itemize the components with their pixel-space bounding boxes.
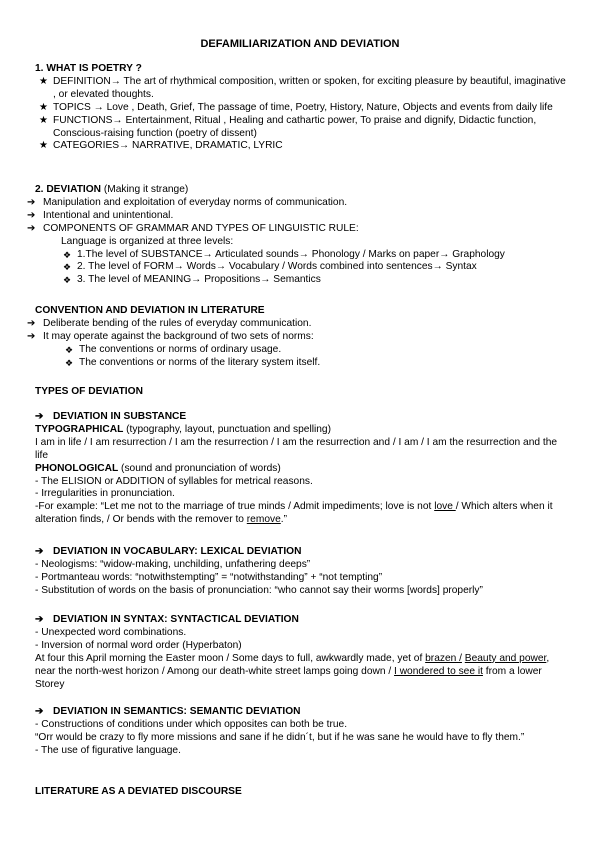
arrow-icon: ➔ <box>27 222 36 234</box>
section-heading: CONVENTION AND DEVIATION IN LITERATURE <box>35 305 265 316</box>
section-deviation <box>27 184 570 287</box>
section-substance <box>35 411 570 527</box>
text-line: - The ELISION or ADDITION of syllables for metrical reasons. <box>35 475 313 487</box>
arrow-icon: ➔ <box>35 706 44 717</box>
arrow-icon: ➔ <box>27 330 36 342</box>
text-line: - Portmanteau words: “notwithstempting” = “notwithstanding” + “not tempting” <box>35 571 383 583</box>
section-what-is-poetry <box>35 63 570 153</box>
list-item: ➔ COMPONENTS OF GRAMMAR AND TYPES OF LINGUISTIC RULE: <box>27 222 359 234</box>
text-line: - Irregularities in pronunciation. <box>35 488 175 500</box>
example-paragraph: At four this April morning the Easter moon / Some days to full, awkwardly made, yet of brazen / Beauty and power, near the north-west horizon / Among our death-white street lamps going down / I wondered to see it from a lower Storey <box>35 652 550 690</box>
list-item: ➔ It may operate against the background of two sets of norms: <box>27 330 314 342</box>
diamond-bullet-icon: ❖ <box>63 275 72 286</box>
diamond-bullet-icon: ❖ <box>65 344 74 355</box>
text-line: - Unexpected word combinations. <box>35 626 187 638</box>
section-heading: ➔ DEVIATION IN SYNTAX: SYNTACTICAL DEVIATION <box>35 614 299 625</box>
types-heading: TYPES OF DEVIATION <box>35 386 143 397</box>
list-item: ★ TOPICS → Love , Death, Grief, The passage of time, Poetry, History, Nature, Objects and events from daily life <box>39 101 553 113</box>
section-heading: ➔ DEVIATION IN SUBSTANCE <box>35 411 187 422</box>
star-icon: ★ <box>39 140 48 152</box>
section-heading: 1. WHAT IS POETRY ? <box>35 63 142 74</box>
phonological-line: PHONOLOGICAL (sound and pronunciation of words) <box>35 462 281 474</box>
example-paragraph: -For example: “Let me not to the marriage of true minds / Admit impediments; love is not love / Which alters when it alteration finds, / Or bends with the remover to remove.” <box>35 501 553 526</box>
section-syntax <box>35 614 570 691</box>
arrow-icon: ➔ <box>27 196 36 208</box>
text-line: - Neologisms: “widow-making, unchilding, unfathering deeps” <box>35 558 311 570</box>
section-vocabulary <box>35 546 570 598</box>
list-item: ❖ 3. The level of MEANING→ Propositions→ Semantics <box>63 274 321 286</box>
list-item: ❖ 1.The level of SUBSTANCE→ Articulated sounds→ Phonology / Marks on paper→ Graphology <box>63 248 505 260</box>
quote-paragraph: “Orr would be crazy to fly more missions and sane if he didn´t, but if he was sane he would have to fly them.” <box>35 731 525 743</box>
diamond-bullet-icon: ❖ <box>63 249 72 260</box>
diamond-bullet-icon: ❖ <box>63 262 72 273</box>
section-heading: 2. DEVIATION (Making it strange) <box>35 184 189 195</box>
list-item: ★ FUNCTIONS→ Entertainment, Ritual , Healing and cathartic power, To praise and dignify, Didactic function, Conscious-raising function (poetry of dissent) <box>39 114 537 139</box>
text-line: - The use of figurative language. <box>35 744 181 756</box>
list-item: ★ DEFINITION→ The art of rhythmical composition, written or spoken, for exciting pleasure by beautiful, imaginative , or elevated thoughts. <box>39 75 566 100</box>
list-item: ❖ 2. The level of FORM→ Words→ Vocabulary / Words combined into sentences→ Syntax <box>63 261 477 273</box>
document-title: DEFAMILIARIZATION AND DEVIATION <box>200 38 400 50</box>
typographical-line: TYPOGRAPHICAL (typography, layout, punctuation and spelling) <box>35 423 331 435</box>
diamond-bullet-icon: ❖ <box>65 357 74 368</box>
arrow-icon: ➔ <box>35 411 44 422</box>
list-item: ❖ The conventions or norms of the literary system itself. <box>65 356 321 368</box>
final-heading: LITERATURE AS A DEVIATED DISCOURSE <box>35 786 242 797</box>
arrow-icon: ➔ <box>35 546 44 557</box>
levels-intro: Language is organized at three levels: <box>61 235 234 247</box>
text-line: - Constructions of conditions under which opposites can both be true. <box>35 718 348 730</box>
section-heading: ➔ DEVIATION IN SEMANTICS: SEMANTIC DEVIATION <box>35 706 301 717</box>
arrow-icon: ➔ <box>27 209 36 221</box>
text-line: - Inversion of normal word order (Hyperbaton) <box>35 639 242 651</box>
list-item: ❖ The conventions or norms of ordinary usage. <box>65 343 282 355</box>
section-heading: ➔ DEVIATION IN VOCABULARY: LEXICAL DEVIATION <box>35 546 302 557</box>
typographical-example: I am in life / I am resurrection / I am the resurrection / I am the resurrection and / I am / I am the resurrection and the life <box>35 436 558 461</box>
star-icon: ★ <box>39 114 48 126</box>
star-icon: ★ <box>39 101 48 113</box>
list-item: ➔ Manipulation and exploitation of everyday norms of communication. <box>27 196 348 208</box>
arrow-icon: ➔ <box>35 614 44 625</box>
section-semantics <box>35 706 570 758</box>
star-icon: ★ <box>39 75 48 87</box>
list-item: ➔ Deliberate bending of the rules of everyday communication. <box>27 317 312 329</box>
section-convention <box>27 305 570 370</box>
arrow-icon: ➔ <box>27 317 36 329</box>
list-item: ➔ Intentional and unintentional. <box>27 209 174 221</box>
text-line: - Substitution of words on the basis of pronunciation: “who cannot say their worms [words] properly” <box>35 584 483 596</box>
list-item: ★ CATEGORIES→ NARRATIVE, DRAMATIC, LYRIC <box>39 140 283 152</box>
